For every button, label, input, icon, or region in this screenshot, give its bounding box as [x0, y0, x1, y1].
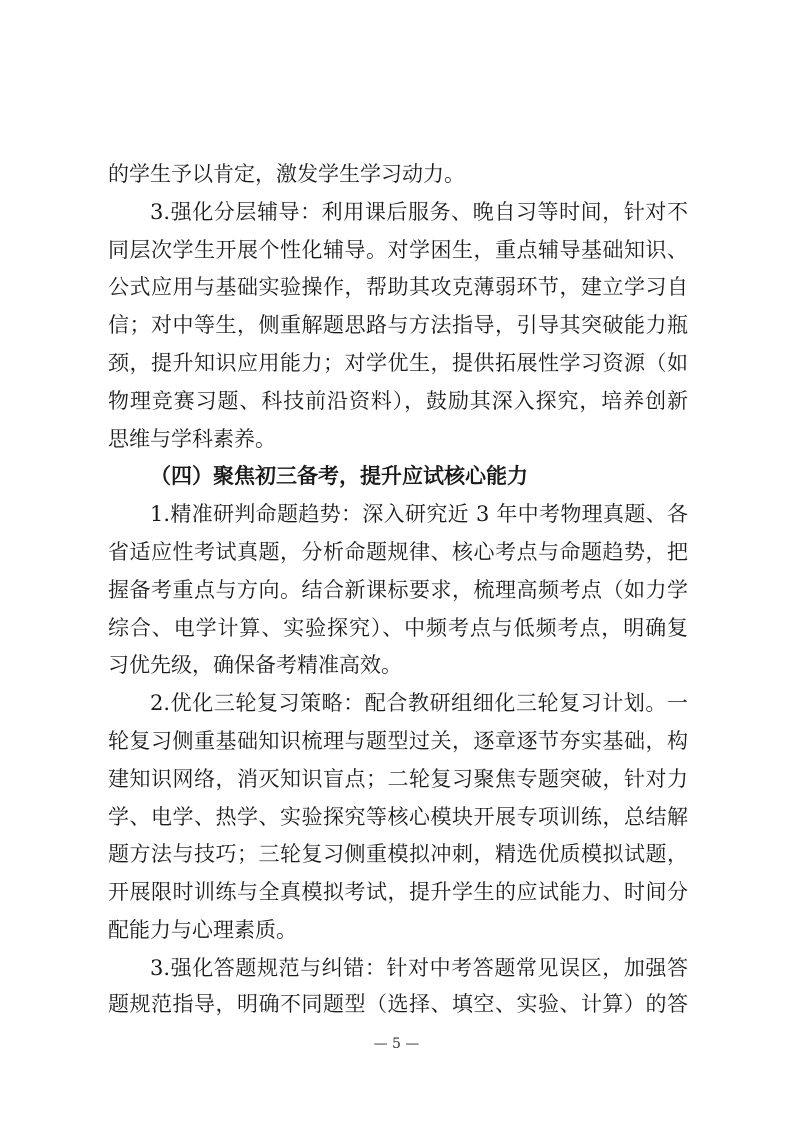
paragraph-line: 3.强化答题规范与纠错：针对中考答题常见误区，加强答 — [150, 956, 688, 980]
paragraph-line: 同层次学生开展个性化辅导。对学困生，重点辅导基础知识、 — [108, 238, 688, 262]
paragraph-line: 握备考重点与方向。结合新课标要求，梳理高频考点（如力学 — [108, 578, 688, 602]
paragraph-line: 省适应性考试真题，分析命题规律、核心考点与命题趋势，把 — [108, 540, 688, 564]
paragraph-line: 的学生予以肯定，激发学生学习动力。 — [108, 162, 465, 186]
paragraph-line: 物理竞赛习题、科技前沿资料），鼓励其深入探究，培养创新 — [108, 389, 688, 413]
page-number: — 5 — — [373, 1036, 420, 1052]
paragraph-line: 配能力与心理素质。 — [108, 918, 297, 942]
paragraph-line: 3.强化分层辅导：利用课后服务、晚自习等时间，针对不 — [150, 200, 688, 224]
paragraph-line: 2.优化三轮复习策略：配合教研组细化三轮复习计划。一 — [150, 691, 688, 715]
paragraph-line: 建知识网络，消灭知识盲点；二轮复习聚焦专题突破，针对力 — [108, 767, 688, 791]
paragraph-line: 题规范指导，明确不同题型（选择、填空、实验、计算）的答 — [108, 992, 688, 1016]
paragraph-line: 1.精准研判命题趋势：深入研究近 3 年中考物理真题、各 — [150, 502, 688, 526]
paragraph-line: 题方法与技巧；三轮复习侧重模拟冲刺，精选优质模拟试题， — [108, 842, 688, 866]
paragraph-line: 学、电学、热学、实验探究等核心模块开展专项训练，总结解 — [108, 805, 688, 829]
paragraph-line: 习优先级，确保备考精准高效。 — [108, 653, 402, 677]
paragraph-line: 开展限时训练与全真模拟考试，提升学生的应试能力、时间分 — [108, 880, 688, 904]
paragraph-line: 轮复习侧重基础知识梳理与题型过关，逐章逐节夯实基础，构 — [108, 729, 688, 753]
paragraph-line: 颈，提升知识应用能力；对学优生，提供拓展性学习资源（如 — [108, 351, 688, 375]
paragraph-line: 公式应用与基础实验操作，帮助其攻克薄弱环节，建立学习自 — [108, 275, 688, 299]
paragraph-line: 思维与学科素养。 — [108, 427, 276, 451]
paragraph-line: 综合、电学计算、实验探究）、中频考点与低频考点，明确复 — [108, 616, 688, 640]
paragraph-line: 信；对中等生，侧重解题思路与方法指导，引导其突破能力瓶 — [108, 313, 688, 337]
section-heading: （四）聚焦初三备考，提升应试核心能力 — [150, 463, 528, 488]
